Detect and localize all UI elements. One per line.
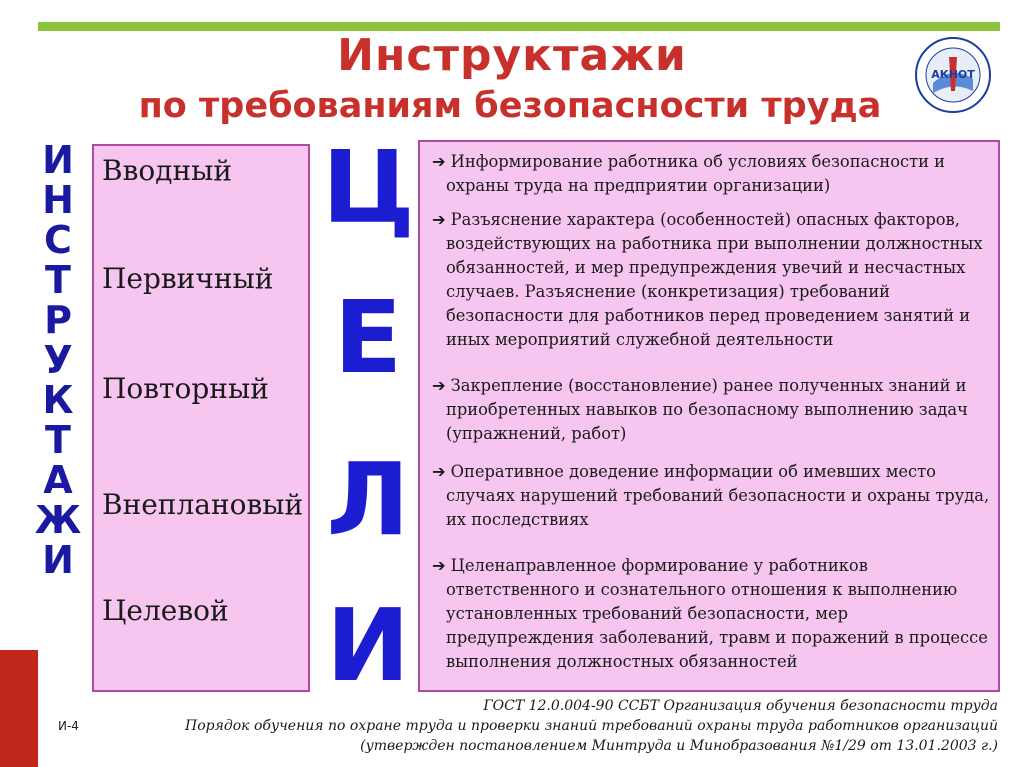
goal-item: ➔ Разъяснение характера (особенностей) опасных факторов, воздействующих на работника при выполнении должностных обязанностей, и мер предупреждения увечий и несчастных случаев. Разъяснение (конкретизация) требований безопасности для работников перед проведением занятий и иных мероприятий служебной деятельности xyxy=(432,210,983,349)
vertical-word-goals xyxy=(322,129,415,704)
type-item-repeated: Повторный xyxy=(102,372,269,405)
organization-logo xyxy=(913,35,993,115)
goal-item: ➔ Информирование работника об условиях безопасности и охраны труда на предприятии организации) xyxy=(432,152,946,195)
footnote xyxy=(185,696,998,756)
vertical-letter: И xyxy=(42,538,74,582)
vertical-letter: И xyxy=(42,138,74,182)
footnote-line: Порядок обучения по охране труда и проверки знаний требований охраны труда работников организаций xyxy=(185,718,998,734)
vertical-word-instructions xyxy=(36,140,80,580)
vertical-letter: Т xyxy=(45,258,71,302)
type-item-primary: Первичный xyxy=(102,262,274,295)
arrow-right-icon: ➔ xyxy=(432,556,446,575)
goal-item: ➔ Закрепление (восстановление) ранее полученных знаний и приобретенных навыков по безопасному выполнению задач (упражнений, работ) xyxy=(432,376,968,443)
type-item-unscheduled: Внеплановый xyxy=(102,488,304,521)
instruction-types-box xyxy=(92,144,310,692)
page-title: Инструктажи xyxy=(337,30,687,81)
arrow-right-icon: ➔ xyxy=(432,376,446,395)
page-subtitle: по требованиям безопасности труда xyxy=(138,86,882,126)
slide-code: И-4 xyxy=(58,719,79,733)
vertical-letter: К xyxy=(42,378,74,422)
goals-letter: И xyxy=(326,587,410,704)
vertical-letter: С xyxy=(44,218,72,262)
vertical-letter: Ж xyxy=(34,498,82,542)
arrow-right-icon: ➔ xyxy=(432,462,446,481)
arrow-right-icon: ➔ xyxy=(432,152,446,171)
corner-decoration xyxy=(0,650,38,767)
logo-text: АКНОТ xyxy=(931,68,975,81)
vertical-letter: Н xyxy=(42,178,74,222)
goals-letter: Е xyxy=(333,279,403,396)
type-item-introductory: Вводный xyxy=(102,154,233,187)
goal-item: ➔ Оперативное доведение информации об имевших место случаях нарушений требований безопасности и охраны труда, их последствиях xyxy=(432,462,990,529)
goals-letter: Л xyxy=(326,441,410,558)
vertical-letter: Т xyxy=(45,418,71,462)
goals-letter: Ц xyxy=(322,129,415,246)
vertical-letter: Р xyxy=(44,298,72,342)
goals-box xyxy=(418,140,1000,692)
footnote-line: (утвержден постановлением Минтруда и Минобразования №1/29 от 13.01.2003 г.) xyxy=(360,738,998,754)
vertical-letter: У xyxy=(43,338,73,382)
footnote-line: ГОСТ 12.0.004-90 ССБТ Организация обучения безопасности труда xyxy=(483,698,998,714)
goal-item: ➔ Целенаправленное формирование у работников ответственного и сознательного отношения к выполнению установленных требований безопасности, мер предупреждения заболеваний, травм и поражений в процессе выполнения должностных обязанностей xyxy=(432,556,988,671)
type-item-targeted: Целевой xyxy=(102,594,229,627)
arrow-right-icon: ➔ xyxy=(432,210,446,229)
vertical-letter: А xyxy=(43,458,73,502)
